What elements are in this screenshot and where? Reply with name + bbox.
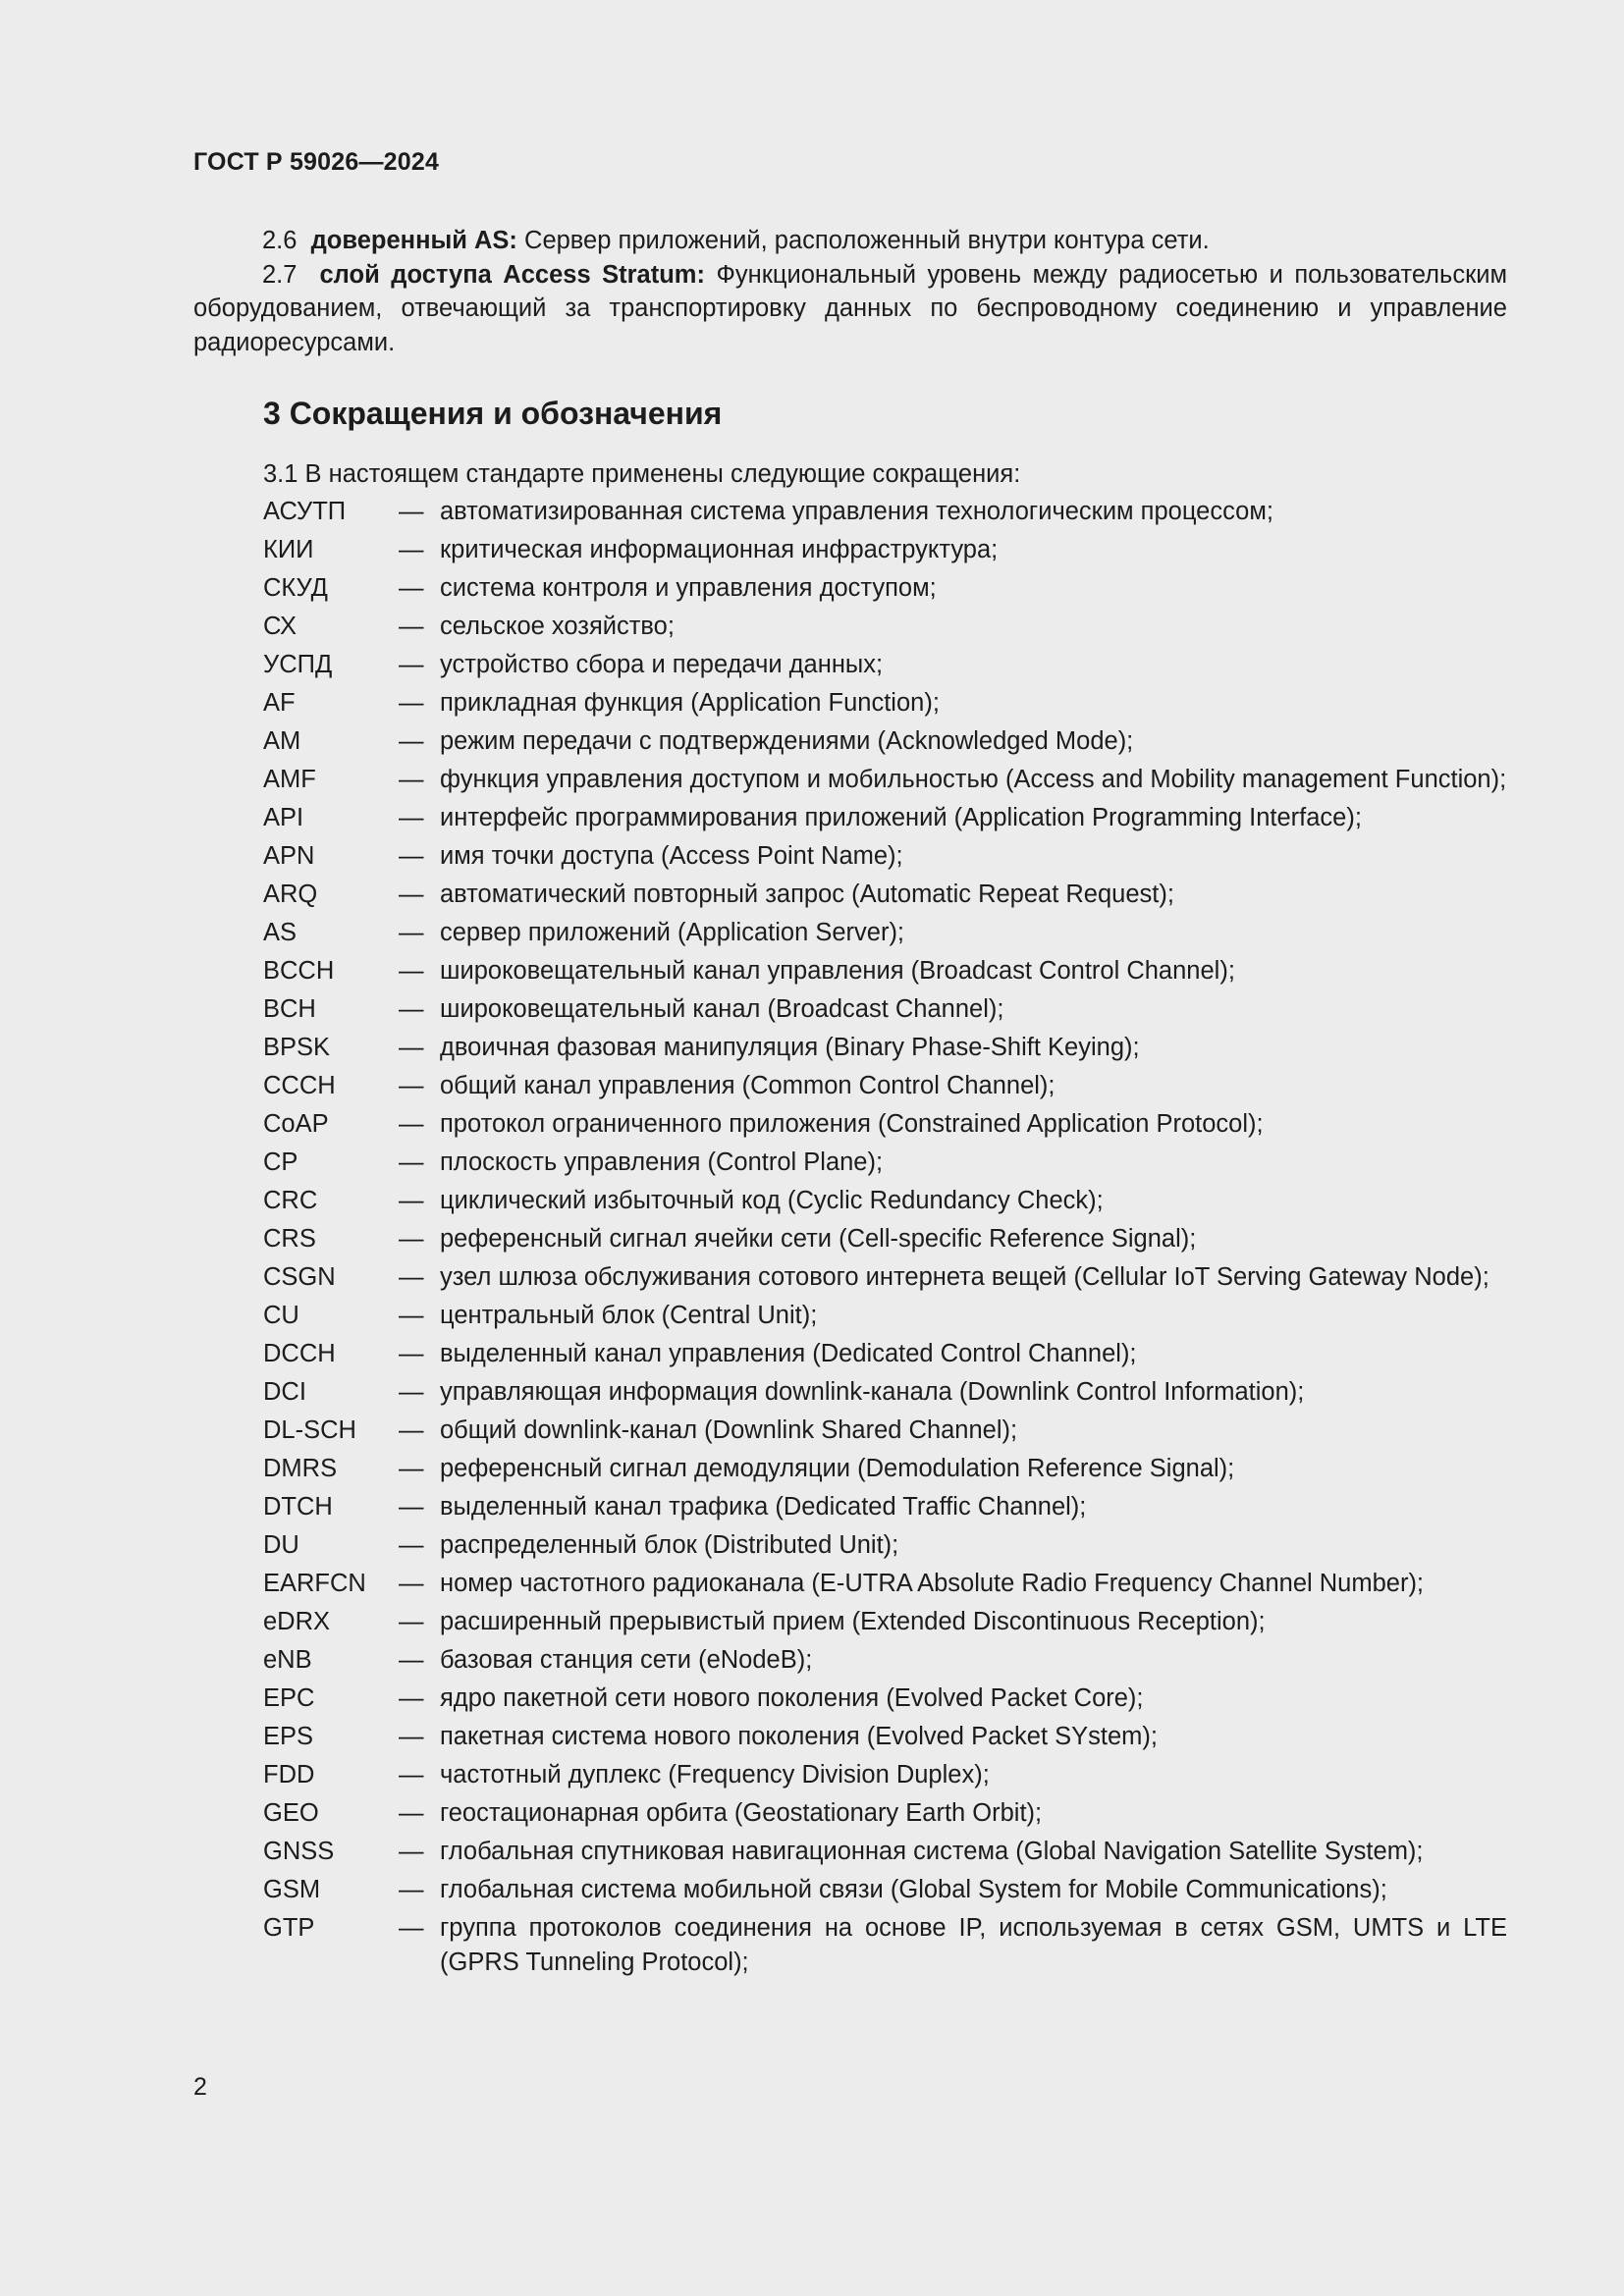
abbreviation-description: центральный блок (Central Unit); — [440, 1302, 818, 1329]
abbreviation-description: расширенный прерывистый прием (Extended Discontinuous Reception); — [440, 1608, 1266, 1635]
abbreviation-description: устройство сбора и передачи данных; — [440, 651, 884, 678]
definitions-block — [193, 224, 1507, 359]
abbreviation-row — [263, 1758, 1507, 1792]
abbreviation-description: сельское хозяйство; — [440, 613, 675, 640]
abbreviation-row — [263, 1643, 1507, 1678]
abbreviation-description: автоматический повторный запрос (Automatic Repeat Request); — [440, 881, 1174, 908]
abbreviation-description: автоматизированная система управления технологическим процессом; — [440, 498, 1273, 525]
abbreviation-dash: — — [399, 613, 424, 640]
abbreviation-row — [263, 801, 1507, 835]
abbreviation-row — [263, 1605, 1507, 1639]
abbreviation-dash: — — [399, 1608, 424, 1635]
definition-number: 2.6 — [262, 227, 298, 254]
abbreviation-row — [263, 724, 1507, 759]
abbreviation-description: имя точки доступа (Access Point Name); — [440, 842, 903, 870]
page-number: 2 — [193, 2073, 207, 2101]
abbreviation-dash: — — [399, 689, 424, 717]
abbreviation-description: функция управления доступом и мобильностью (Access and Mobility management Function); — [440, 766, 1507, 793]
abbreviation-row — [263, 1337, 1507, 1371]
abbreviation-term: АСУТП — [263, 498, 347, 525]
abbreviation-term: DU — [263, 1531, 299, 1559]
abbreviation-row — [263, 686, 1507, 721]
abbreviation-term: EARFCN — [263, 1570, 366, 1597]
abbreviation-dash: — — [399, 1302, 424, 1329]
abbreviation-term: GSM — [263, 1876, 321, 1903]
abbreviation-description: пакетная система нового поколения (Evolved Packet SYstem); — [440, 1723, 1158, 1750]
abbreviation-row — [263, 1107, 1507, 1142]
abbreviation-dash: — — [399, 1914, 424, 1942]
abbreviation-dash: — — [399, 1378, 424, 1406]
abbreviation-dash: — — [399, 766, 424, 793]
abbreviation-dash: — — [399, 1225, 424, 1253]
abbreviation-row — [263, 1375, 1507, 1410]
abbreviation-term: BCH — [263, 995, 316, 1023]
abbreviation-dash: — — [399, 1455, 424, 1482]
abbreviation-description: выделенный канал управления (Dedicated Control Channel); — [440, 1340, 1137, 1367]
abbreviation-term: FDD — [263, 1761, 315, 1789]
abbreviation-list — [263, 495, 1507, 1984]
abbreviation-row — [263, 1490, 1507, 1524]
abbreviation-description: узел шлюза обслуживания сотового интернета вещей (Cellular IoT Serving Gateway Node); — [440, 1263, 1489, 1291]
abbreviation-term: AF — [263, 689, 296, 717]
abbreviation-term: AM — [263, 727, 301, 755]
abbreviation-dash: — — [399, 727, 424, 755]
abbreviation-term: КИИ — [263, 536, 314, 563]
abbreviation-row — [263, 610, 1507, 644]
abbreviation-dash: — — [399, 1876, 424, 1903]
abbreviation-row — [263, 1222, 1507, 1256]
abbreviation-description: управляющая информация downlink-канала (Downlink Control Information); — [440, 1378, 1305, 1406]
abbreviation-description: прикладная функция (Application Function); — [440, 689, 940, 717]
abbreviation-description: выделенный канал трафика (Dedicated Traffic Channel); — [440, 1493, 1087, 1521]
abbreviation-description: критическая информационная инфраструктура; — [440, 536, 999, 563]
abbreviation-row — [263, 839, 1507, 874]
definition-paragraph — [193, 224, 1507, 258]
abbreviation-description: общий downlink-канал (Downlink Shared Channel); — [440, 1416, 1018, 1444]
abbreviation-dash: — — [399, 574, 424, 602]
abbreviation-dash: — — [399, 1148, 424, 1176]
abbreviation-term: eNB — [263, 1646, 312, 1674]
abbreviation-term: BPSK — [263, 1034, 331, 1061]
abbreviation-dash: — — [399, 1723, 424, 1750]
abbreviation-dash: — — [399, 1187, 424, 1214]
abbreviation-term: CSGN — [263, 1263, 336, 1291]
abbreviation-dash: — — [399, 651, 424, 678]
abbreviation-description: режим передачи с подтверждениями (Acknowledged Mode); — [440, 727, 1134, 755]
abbreviation-term: AS — [263, 919, 298, 946]
abbreviation-description: сервер приложений (Application Server); — [440, 919, 905, 946]
abbreviation-description: глобальная система мобильной связи (Global System for Mobile Communications); — [440, 1876, 1387, 1903]
abbreviation-dash: — — [399, 919, 424, 946]
abbreviation-dash: — — [399, 1570, 424, 1597]
abbreviation-term: EPS — [263, 1723, 314, 1750]
abbreviation-row — [263, 571, 1507, 606]
abbreviation-description: геостационарная орбита (Geostationary Earth Orbit); — [440, 1799, 1043, 1827]
abbreviation-row — [263, 1069, 1507, 1103]
abbreviation-term: GNSS — [263, 1838, 335, 1865]
abbreviation-dash: — — [399, 1531, 424, 1559]
abbreviation-dash: — — [399, 1799, 424, 1827]
abbreviation-description: номер частотного радиоканала (E-UTRA Absolute Radio Frequency Channel Number); — [440, 1570, 1425, 1597]
abbreviation-description: широковещательный канал (Broadcast Channel); — [440, 995, 1004, 1023]
abbreviation-row — [263, 878, 1507, 912]
abbreviation-description: референсный сигнал демодуляции (Demodulation Reference Signal); — [440, 1455, 1235, 1482]
abbreviation-dash: — — [399, 1493, 424, 1521]
abbreviation-row — [263, 954, 1507, 988]
abbreviation-term: ARQ — [263, 881, 318, 908]
abbreviation-dash: — — [399, 1684, 424, 1712]
abbreviation-term: CCCH — [263, 1072, 336, 1099]
abbreviation-dash: — — [399, 1838, 424, 1865]
abbreviation-description: ядро пакетной сети нового поколения (Evolved Packet Core); — [440, 1684, 1144, 1712]
abbreviation-term: СКУД — [263, 574, 328, 602]
abbreviation-term: BCCH — [263, 957, 335, 985]
abbreviation-term: СХ — [263, 613, 297, 640]
abbreviation-term: API — [263, 804, 304, 831]
definition-term: доверенный AS: — [310, 227, 517, 254]
abbreviation-term: CU — [263, 1302, 299, 1329]
abbreviation-description: группа протоколов соединения на основе IP, используемая в сетях GSM, UMTS и LTE (GPRS Tunneling Protocol); — [440, 1914, 1507, 1976]
abbreviation-description: циклический избыточный код (Cyclic Redundancy Check); — [440, 1187, 1104, 1214]
abbreviation-row — [263, 533, 1507, 567]
abbreviation-description: базовая станция сети (eNodeB); — [440, 1646, 813, 1674]
abbreviation-term: DL-SCH — [263, 1416, 356, 1444]
abbreviation-row — [263, 495, 1507, 529]
abbreviation-dash: — — [399, 804, 424, 831]
abbreviation-dash: — — [399, 1263, 424, 1291]
abbreviation-term: CoAP — [263, 1110, 329, 1138]
definition-text: Сервер приложений, расположенный внутри контура сети. — [516, 227, 1210, 254]
abbreviation-row — [263, 1414, 1507, 1448]
abbreviation-row — [263, 1873, 1507, 1907]
definition-number: 2.7 — [262, 260, 298, 289]
abbreviation-term: GEO — [263, 1799, 319, 1827]
abbreviation-row — [263, 1911, 1507, 1979]
document-header: ГОСТ Р 59026—2024 — [193, 148, 440, 176]
abbreviation-term: GTP — [263, 1914, 315, 1942]
abbreviation-row — [263, 1184, 1507, 1218]
abbreviation-dash: — — [399, 1072, 424, 1099]
abbreviation-description: интерфейс программирования приложений (Application Programming Interface); — [440, 804, 1362, 831]
abbreviation-description: плоскость управления (Control Plane); — [440, 1148, 884, 1176]
abbreviation-dash: — — [399, 1340, 424, 1367]
abbreviation-row — [263, 1146, 1507, 1180]
abbreviation-row — [263, 992, 1507, 1027]
abbreviation-dash: — — [399, 1416, 424, 1444]
definition-text: Функциональный уровень между радиосетью и пользовательским оборудованием, отвечающий за транспортировку данных по беспроводному соединению и управление радиоресурсами. — [193, 260, 1508, 356]
abbreviation-term: eDRX — [263, 1608, 331, 1635]
abbreviation-row — [263, 916, 1507, 950]
abbreviation-row — [263, 1835, 1507, 1869]
abbreviation-dash: — — [399, 1034, 424, 1061]
abbreviation-dash: — — [399, 995, 424, 1023]
abbreviation-row — [263, 1452, 1507, 1486]
abbreviation-dash: — — [399, 842, 424, 870]
abbreviation-description: система контроля и управления доступом; — [440, 574, 937, 602]
abbreviation-dash: — — [399, 1110, 424, 1138]
abbreviation-term: DMRS — [263, 1455, 338, 1482]
abbreviation-dash: — — [399, 498, 424, 525]
abbreviation-term: CRC — [263, 1187, 318, 1214]
section-intro: 3.1 В настоящем стандарте применены следующие сокращения: — [263, 460, 1021, 488]
abbreviation-term: УСПД — [263, 651, 333, 678]
abbreviation-description: протокол ограниченного приложения (Constrained Application Protocol); — [440, 1110, 1264, 1138]
abbreviation-term: EPC — [263, 1684, 315, 1712]
definition-term: слой доступа Access Stratum: — [319, 260, 705, 289]
definition-paragraph — [193, 258, 1507, 360]
abbreviation-dash: — — [399, 957, 424, 985]
abbreviation-row — [263, 1031, 1507, 1065]
abbreviation-row — [263, 648, 1507, 682]
abbreviation-dash: — — [399, 536, 424, 563]
abbreviation-description: общий канал управления (Common Control Channel); — [440, 1072, 1056, 1099]
abbreviation-row — [263, 1299, 1507, 1333]
abbreviation-term: DCCH — [263, 1340, 336, 1367]
abbreviation-row — [263, 1260, 1507, 1295]
abbreviation-row — [263, 1567, 1507, 1601]
abbreviation-term: AMF — [263, 766, 316, 793]
abbreviation-row — [263, 1720, 1507, 1754]
abbreviation-row — [263, 1796, 1507, 1831]
abbreviation-term: DTCH — [263, 1493, 333, 1521]
abbreviation-row — [263, 1682, 1507, 1716]
abbreviation-dash: — — [399, 881, 424, 908]
abbreviation-row — [263, 1528, 1507, 1563]
abbreviation-description: частотный дуплекс (Frequency Division Duplex); — [440, 1761, 990, 1789]
abbreviation-description: глобальная спутниковая навигационная система (Global Navigation Satellite System); — [440, 1838, 1424, 1865]
abbreviation-term: DCI — [263, 1378, 306, 1406]
abbreviation-dash: — — [399, 1761, 424, 1789]
abbreviation-dash: — — [399, 1646, 424, 1674]
abbreviation-term: APN — [263, 842, 315, 870]
abbreviation-description: распределенный блок (Distributed Unit); — [440, 1531, 899, 1559]
abbreviation-term: CP — [263, 1148, 298, 1176]
abbreviation-description: широковещательный канал управления (Broadcast Control Channel); — [440, 957, 1235, 985]
abbreviation-term: CRS — [263, 1225, 316, 1253]
abbreviation-description: двоичная фазовая манипуляция (Binary Phase-Shift Keying); — [440, 1034, 1140, 1061]
section-title: 3 Сокращения и обозначения — [263, 396, 723, 431]
abbreviation-row — [263, 763, 1507, 797]
abbreviation-description: референсный сигнал ячейки сети (Cell-specific Reference Signal); — [440, 1225, 1197, 1253]
